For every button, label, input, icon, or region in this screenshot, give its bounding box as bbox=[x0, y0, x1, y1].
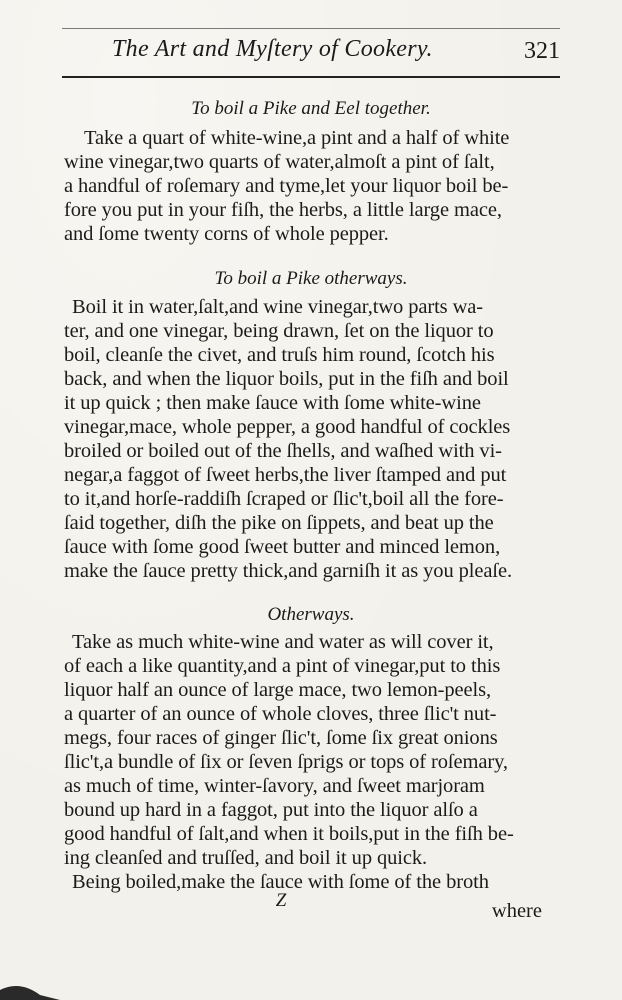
text-line: Boil it in water,ſalt,and wine vinegar,two parts wa- bbox=[72, 296, 484, 318]
recipe-title-otherways: Otherways. bbox=[267, 604, 355, 625]
text-line: a handful of roſemary and tyme,let your liquor boil be- bbox=[64, 175, 509, 197]
text-line: as much of time, winter-ſavory, and ſweet marjoram bbox=[64, 775, 485, 797]
running-title: The Art and Myſtery of Cookery. bbox=[112, 36, 433, 62]
text-line: of each a like quantity,and a pint of vinegar,put to this bbox=[64, 655, 501, 677]
text-line: ing cleanſed and truſſed, and boil it up quick. bbox=[64, 847, 428, 869]
text-line: fore you put in your fiſh, the herbs, a little large mace, bbox=[64, 199, 502, 221]
signature-mark: Z bbox=[275, 890, 287, 911]
header-rule bbox=[62, 76, 560, 78]
corner-shadow-shape bbox=[0, 986, 60, 1000]
running-header bbox=[62, 34, 560, 74]
text-line: ſauce with ſome good ſweet butter and minced lemon, bbox=[64, 536, 501, 558]
text-line: ſaid together, diſh the pike on ſippets, and beat up the bbox=[64, 512, 494, 534]
recipe-title-pike-otherways: To boil a Pike otherways. bbox=[214, 268, 408, 289]
text-line: a quarter of an ounce of whole cloves, three ſlic't nut- bbox=[64, 703, 497, 725]
text-line: make the ſauce pretty thick,and garniſh it as you pleaſe. bbox=[64, 560, 512, 582]
text-line: broiled or boiled out of the ſhells, and waſhed with vi- bbox=[64, 440, 502, 462]
text-line: ſlic't,a bundle of ſix or ſeven ſprigs or tops of roſemary, bbox=[64, 751, 508, 773]
text-line: Take a quart of white-wine,a pint and a half of white bbox=[84, 127, 510, 149]
text-line: it up quick ; then make ſauce with ſome white-wine bbox=[64, 392, 481, 414]
text-line: Take as much white-wine and water as will cover it, bbox=[72, 631, 494, 653]
top-border-rule bbox=[62, 28, 560, 29]
text-line: boil, cleanſe the civet, and truſs him round, ſcotch his bbox=[64, 344, 495, 366]
text-line: negar,a faggot of ſweet herbs,the liver ſtamped and put bbox=[64, 464, 507, 486]
text-line: to it,and horſe-raddiſh ſcraped or ſlic't,boil all the fore- bbox=[64, 488, 504, 510]
text-line: back, and when the liquor boils, put in the fiſh and boil bbox=[64, 368, 509, 390]
text-line: ter, and one vinegar, being drawn, ſet on the liquor to bbox=[64, 320, 494, 342]
text-line: megs, four races of ginger ſlic't, ſome ſix great onions bbox=[64, 727, 498, 749]
text-line: good handful of ſalt,and when it boils,put in the fiſh be- bbox=[64, 823, 514, 845]
text-line: Being boiled,make the ſauce with ſome of the broth bbox=[72, 871, 489, 893]
text-line: and ſome twenty corns of whole pepper. bbox=[64, 223, 389, 245]
recipe-title-pike-and-eel: To boil a Pike and Eel together. bbox=[191, 98, 431, 119]
text-line: vinegar,mace, whole pepper, a good handful of cockles bbox=[64, 416, 511, 438]
corner-shadow-decoration bbox=[0, 940, 120, 1000]
text-line: liquor half an ounce of large mace, two lemon-peels, bbox=[64, 679, 492, 701]
text-line: bound up hard in a faggot, put into the liquor alſo a bbox=[64, 799, 478, 821]
text-line: wine vinegar,two quarts of water,almoſt a pint of ſalt, bbox=[64, 151, 495, 173]
catchword: where bbox=[491, 900, 542, 922]
page-number: 321 bbox=[524, 38, 560, 64]
